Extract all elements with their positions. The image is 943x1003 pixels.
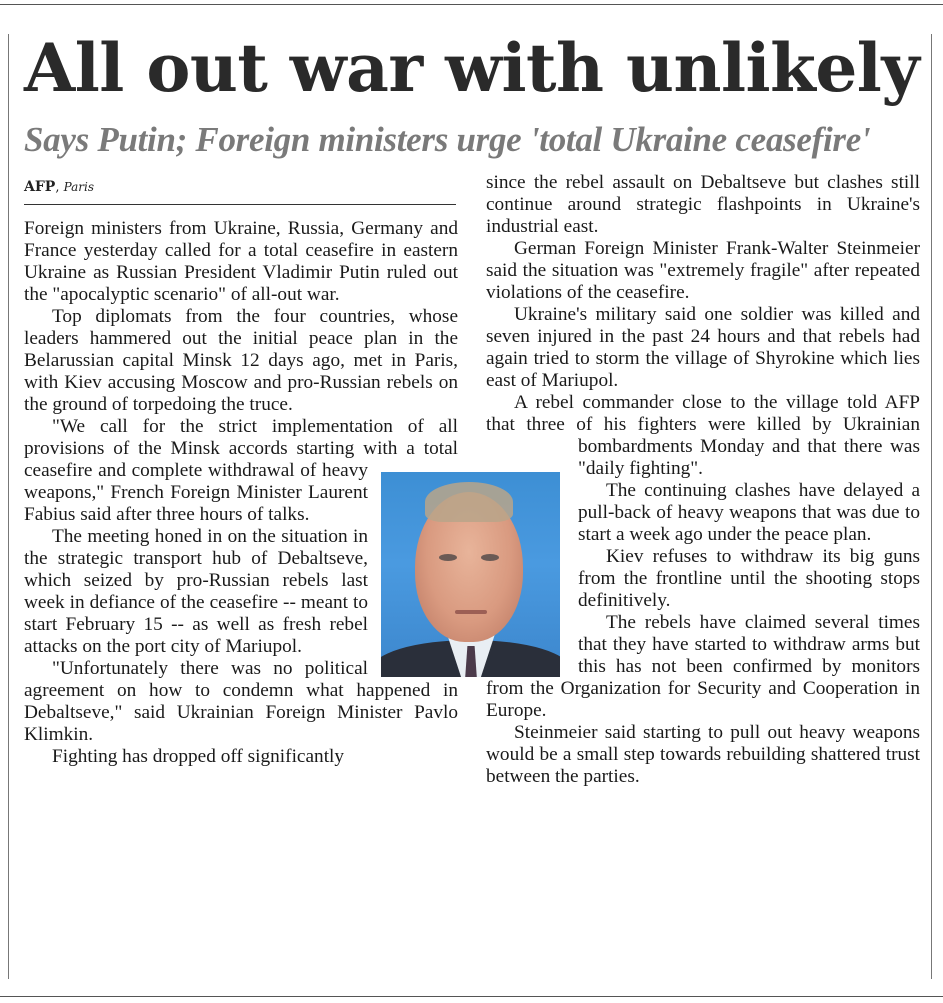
subheadline: Says Putin; Foreign ministers urge 'total Ukraine ceasefire' [24, 120, 871, 159]
paragraph-7: German Foreign Minister Frank-Walter Steinmeier said the situation was "extremely fragile" after repeated violations of the ceasefire. [486, 238, 920, 303]
paragraph-3: "We call for the strict implementation of all provisions of the Minsk accords starting with a total ceasefire and complete withdrawal of heavy weapons," French Foreign Minister Laurent Fabius said after three hours of talks. [24, 416, 458, 525]
paragraph-13: Steinmeier said starting to pull out heavy weapons would be a small step towards rebuilding shattered trust between the parties. [486, 722, 920, 787]
paragraph-11: Kiev refuses to withdraw its big guns from the frontline until the shooting stops definitively. [578, 546, 920, 611]
left-column-rule [8, 34, 9, 979]
byline-rule [24, 204, 456, 205]
portrait-photo [381, 472, 560, 677]
paragraph-8: Ukraine's military said one soldier was killed and seven injured in the past 24 hours and that rebels had again tried to storm the village of Shyrokine which lies east of Mariupol. [486, 304, 920, 391]
byline: AFP, Paris [24, 179, 95, 195]
paragraph-6-start: Fighting has dropped off significantly [52, 746, 345, 767]
headline: All out war with unlikely [24, 29, 920, 107]
bottom-rule [0, 996, 943, 997]
paragraph-5: "Unfortunately there was no political agreement on how to condemn what happened in Debaltseve," said Ukrainian Foreign Minister Pavlo Klimkin. [24, 658, 458, 745]
photo-mouth [455, 610, 487, 614]
paragraph-10: The continuing clashes have delayed a pull-back of heavy weapons that was due to start a week ago under the peace plan. [578, 480, 920, 545]
paragraph-12: The rebels have claimed several times that they have started to withdraw arms but this has not been confirmed by monitors from the Organization for Security and Cooperation in Europe. [486, 612, 920, 721]
paragraph-2: Top diplomats from the four countries, whose leaders hammered out the initial peace plan in the Belarussian capital Minsk 12 days ago, met in Paris, with Kiev accusing Moscow and pro-Russian rebels on the ground of torpedoing the truce. [24, 306, 458, 415]
photo-eye-left [439, 554, 457, 561]
byline-agency: AFP [24, 179, 56, 195]
paragraph-6-end: since the rebel assault on Debaltseve but clashes still continue around strategic flashpoints in Ukraine's industrial east. [486, 172, 920, 237]
paragraph-1: Foreign ministers from Ukraine, Russia, Germany and France yesterday called for a total ceasefire in eastern Ukraine as Russian President Vladimir Putin ruled out the "apocalyptic scenario" of all-out war. [24, 218, 458, 305]
paragraph-4: The meeting honed in on the situation in the strategic transport hub of Debaltseve, which seized by pro-Russian rebels last week in defiance of the ceasefire -- meant to start February 15 -- as well as fresh rebel attacks on the port city of Mariupol. [24, 526, 368, 657]
right-column-rule [931, 34, 932, 979]
photo-eye-right [481, 554, 499, 561]
top-rule [0, 4, 943, 5]
byline-city: Paris [63, 180, 95, 194]
paragraph-9: A rebel commander close to the village told AFP that three of his fighters were killed by Ukrainian bombardments Monday and that there was "daily fighting". [486, 392, 920, 479]
photo-hair [425, 482, 513, 522]
